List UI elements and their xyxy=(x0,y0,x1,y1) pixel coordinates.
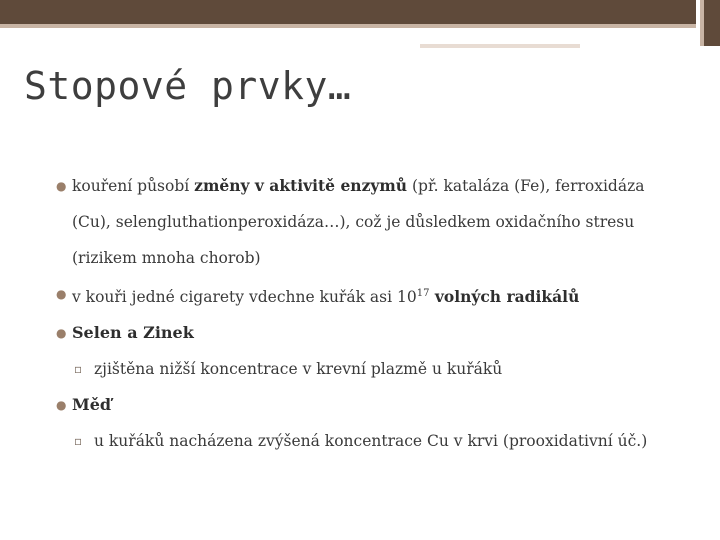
sub-bullet-text: zjištěna nižší koncentrace v krevní plazmě u kuřáků xyxy=(94,360,503,378)
bullet-item xyxy=(56,168,696,204)
slide-content xyxy=(56,168,696,459)
bullet-text: (Cu), selengluthationperoxidáza…), což je důsledkem oxidačního stresu xyxy=(72,213,635,231)
header-bar xyxy=(0,0,696,24)
sub-bullet-square-icon: ▫ xyxy=(74,362,83,376)
sub-bullet-square-icon: ▫ xyxy=(74,434,83,448)
exponent: 17 xyxy=(416,288,430,299)
bullet-text: (rizikem mnoha chorob) xyxy=(72,249,261,267)
bullet-continuation xyxy=(56,240,696,276)
bullet-bold-text: Měď xyxy=(72,395,112,414)
bullet-item xyxy=(56,315,696,351)
bullet-dot-icon: ● xyxy=(56,287,67,301)
header-accent-strip xyxy=(420,44,580,48)
sub-bullet-item xyxy=(56,351,696,387)
sub-bullet-item xyxy=(56,423,696,459)
bullet-item xyxy=(56,387,696,423)
bullet-bold-text: volných radikálů xyxy=(429,287,580,306)
bullet-dot-icon: ● xyxy=(56,326,67,340)
corner-bar-accent xyxy=(700,0,704,46)
bullet-text: v kouři jedné cigarety vdechne kuřák asi 10 xyxy=(72,288,417,306)
sub-bullet-text: u kuřáků nacházena zvýšená koncentrace Cu v krvi (prooxidativní úč.) xyxy=(94,432,648,450)
header-bar-accent-line xyxy=(0,24,696,28)
bullet-text: (př. kataláza (Fe), ferroxidáza xyxy=(407,177,645,195)
bullet-dot-icon: ● xyxy=(56,398,67,412)
bullet-item xyxy=(56,276,696,315)
bullet-bold-text: Selen a Zinek xyxy=(72,323,194,342)
bullet-bold-text: změny v aktivitě enzymů xyxy=(194,176,408,195)
bullet-dot-icon: ● xyxy=(56,179,67,193)
slide-title: Stopové prvky… xyxy=(24,64,352,108)
bullet-continuation xyxy=(56,204,696,240)
bullet-text: kouření působí xyxy=(72,177,195,195)
